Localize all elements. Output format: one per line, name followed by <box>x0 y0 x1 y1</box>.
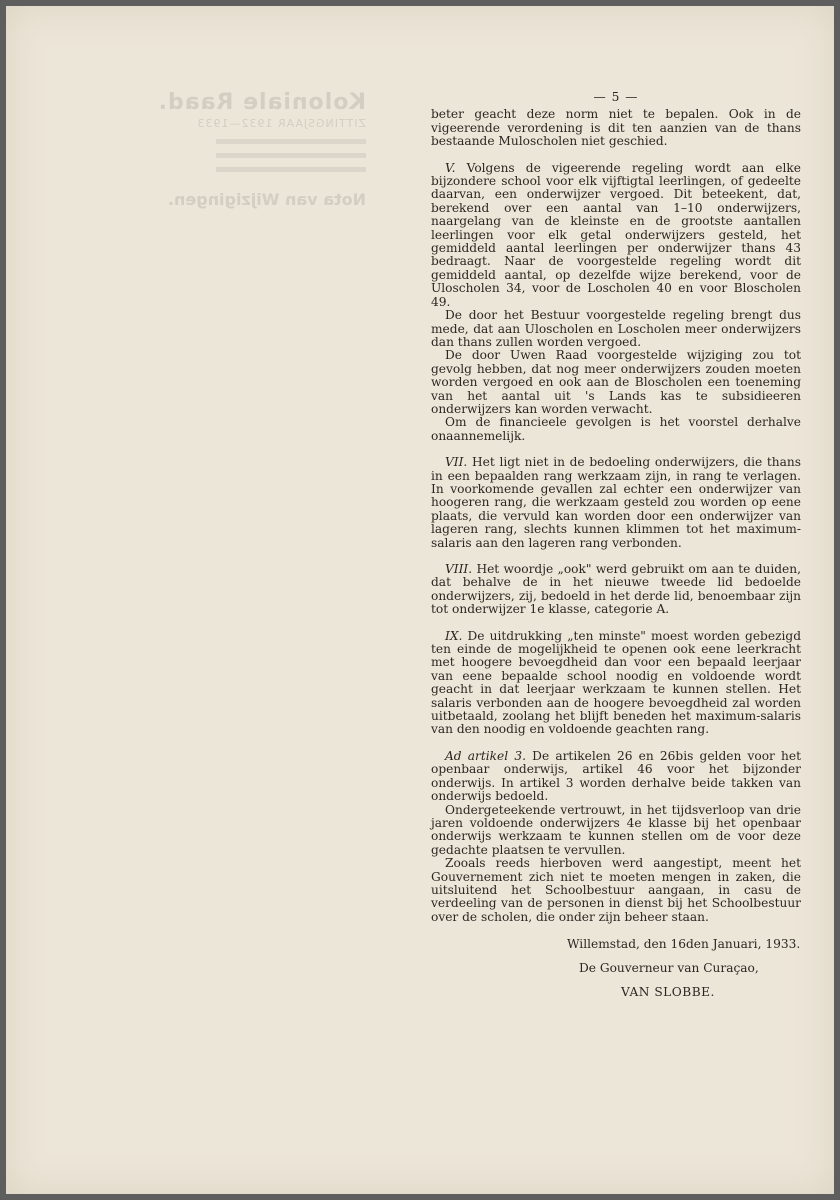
paragraph-text: De uitdrukking „ten minste" moest worden gebezigd ten einde de mogelijkheid te openen ook eene leerkracht met hoogere bevoegdheid dan voor een bepaald leerjaar van eene bepaalde school noodig en voldoende wordt geacht in dat leerjaar werkzaam te kunnen stellen. Het salaris verbonden aan de hoogere bevoegdheid zal worden uitbetaald, zoolang het blijft beneden het maximum-salaris van den noodig en voldoende geachten rang. <box>431 628 801 737</box>
paragraph-text: Zooals reeds hierboven werd aangestipt, meent het Gouvernement zich niet te moeten mengen in zaken, die uitsluitend het Schoolbestuur aangaan, in casu de verdeeling van de personen in dienst bij het Schoolbestuur over de scholen, die onder zijn beheer staan. <box>431 856 801 924</box>
paragraph <box>431 563 801 617</box>
page-number: — 5 — <box>593 90 639 104</box>
paragraph <box>431 750 801 804</box>
paragraph <box>431 804 801 858</box>
paragraph <box>431 456 801 550</box>
paragraph <box>431 349 801 416</box>
paragraph <box>431 108 801 148</box>
signatory-title: De Gouverneur van Curaçao, <box>579 961 759 976</box>
paragraph-text: Volgens de vigeerende regeling wordt aan elke bijzondere school voor elk vijftigtal leerlingen, of gedeelte daarvan, een onderwijzer vergoed. Dit beteekent, dat, berekend over een aantal van 1–10 onderwijzers, naargelang van de kleinste en de grootste aantallen leerlingen voor elk getal onderwijzers gesteld, het gemiddeld aantal leerlingen per onderwijzer thans 43 bedraagt. Naar de voorgestelde regeling wordt dit gemiddeld aantal, op dezelfde wijze berekend, voor de Uloscholen 34, voor de Loscholen 40 en voor Bloscholen 49. <box>431 160 802 309</box>
section-number: V. <box>445 160 456 175</box>
paragraph-text: Om de financieele gevolgen is het voorstel derhalve onaannemelijk. <box>431 415 801 443</box>
section-number: VIII. <box>445 562 473 576</box>
paragraph <box>431 309 801 349</box>
signature-block <box>431 932 801 1004</box>
ghost-nota: Nota van Wijzigingen. <box>167 190 366 209</box>
ghost-line <box>216 167 366 172</box>
paragraph-text: Het woordje „ook" werd gebruikt om aan te duiden, dat behalve de in het nieuwe tweede lid bedoelde onderwijzers, zij, bedoeld in het derde lid, benoembaar zijn tot onderwijzer 1e klasse, categorie A. <box>431 562 801 617</box>
paragraph-text: De door het Bestuur voorgestelde regeling brengt dus mede, dat aan Uloscholen en Loscholen meer onderwijzers dan thans zullen worden vergoed. <box>431 308 801 349</box>
paragraph-text: De artikelen 26 en 26bis gelden voor het openbaar onderwijs, artikel 46 voor het bijzonder onderwijs. In artikel 3 worden derhalve beide takken van onderwijs bedoeld. <box>431 748 802 804</box>
text-column <box>431 91 801 1004</box>
place-date: Willemstad, den 16den Januari, 1933. <box>567 937 801 952</box>
paragraph <box>431 162 801 309</box>
section-number: IX. <box>445 628 463 643</box>
section-number: Ad artikel 3. <box>445 748 526 763</box>
section-number: VII. <box>445 455 468 470</box>
signatory-name: VAN SLOBBE. <box>621 985 715 1000</box>
paragraph-text: beter geacht deze norm niet te bepalen. Ook in de vigeerende verordening is dit ten aanzien van de thans bestaande Muloscholen niet geschied. <box>431 107 801 149</box>
paragraph-text: De door Uwen Raad voorgestelde wijziging zou tot gevolg hebben, dat nog meer onderwijzers zouden moeten worden vergoed en ook aan de Bloscholen een toeneming van het aantal uit 's Lands kas te subsidieeren onderwijzers kan worden verwacht. <box>431 348 801 416</box>
ghost-subtitle: ZITTINGSJAAR 1932—1933 <box>196 117 366 130</box>
paragraph <box>431 416 801 443</box>
ghost-line <box>216 139 366 144</box>
ghost-title: Koloniale Raad. <box>157 90 366 115</box>
paragraph <box>431 630 801 737</box>
paragraph <box>431 857 801 924</box>
paragraph-text: Het ligt niet in de bedoeling onderwijzers, die thans in een bepaalden rang werkzaam zijn, in rang te verlagen. In voorkomende gevallen zal echter een onderwijzer van hoogeren rang, die werkzaam gesteld zou worden op eene plaats, die vervuld kan worden door een onderwijzer van lageren rang, slechts kunnen klimmen tot het maximum-salaris aan den lageren rang verbonden. <box>431 455 801 550</box>
paragraph-text: Ondergeteekende vertrouwt, in het tijdsverloop van drie jaren voldoende onderwijzers 4e klasse bij het openbaar onderwijs werkzaam te kunnen stellen om de voor deze gedachte plaatsen te vervullen. <box>431 802 801 857</box>
document-page <box>6 6 834 1194</box>
bleed-through-text <box>156 90 366 209</box>
ghost-line <box>216 153 366 158</box>
